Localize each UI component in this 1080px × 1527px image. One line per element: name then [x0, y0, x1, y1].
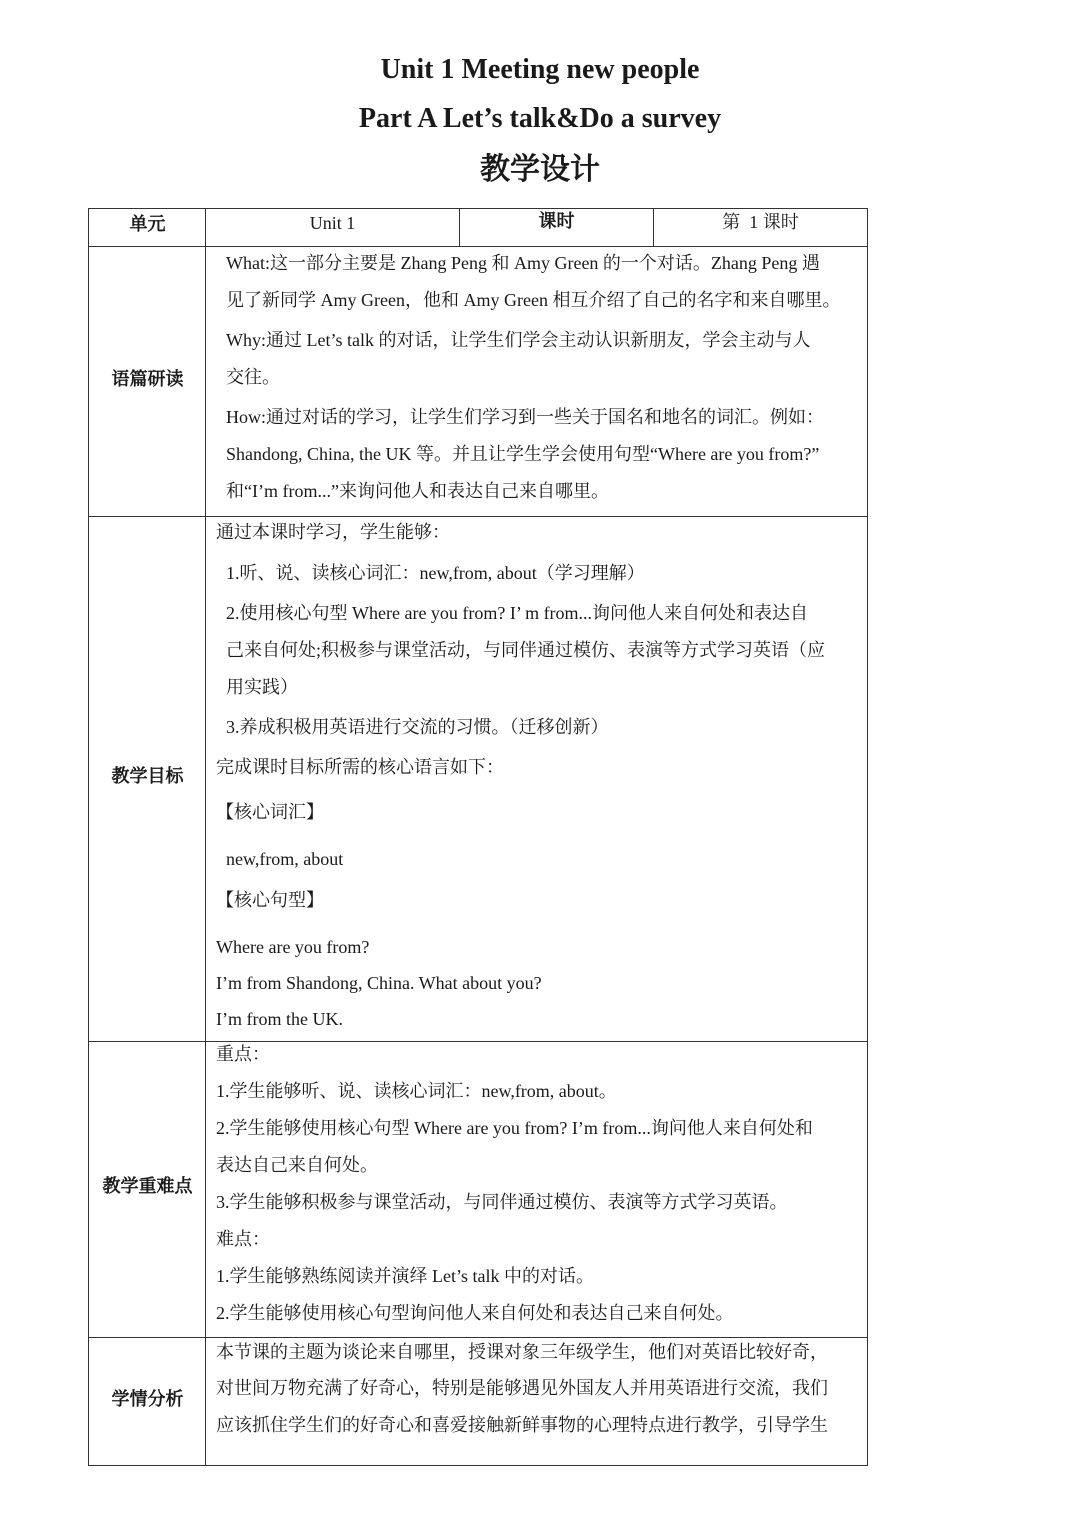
section-label-learner-analysis: 学情分析	[111, 1389, 184, 1410]
objectives-line: 3.养成积极用英语进行交流的习惯。（迁移创新）	[226, 717, 609, 737]
unit-label: 单元	[129, 214, 166, 235]
key-points-line: 1.学生能够听、说、读核心词汇：new,from, about。	[216, 1081, 617, 1101]
section-label-objectives: 教学目标	[111, 766, 184, 787]
section-label-text-study: 语篇研读	[111, 369, 184, 390]
objectives-line: I’m from the UK.	[216, 1009, 343, 1029]
objectives-line: new,from, about	[226, 849, 344, 869]
key-points-line: 2.学生能够使用核心句型询问他人来自何处和表达自己来自何处。	[216, 1303, 734, 1323]
table-border-right	[867, 208, 868, 1466]
learner-analysis-line: 应该抓住学生们的好奇心和喜爱接触新鲜事物的心理特点进行教学，引导学生	[216, 1415, 828, 1435]
period-value: 第 1 课时	[722, 212, 799, 232]
text-study-line: 见了新同学 Amy Green，他和 Amy Green 相互介绍了自己的名字和来自哪里。	[226, 290, 841, 310]
text-study-line: 和“I’m from...”来询问他人和表达自己来自哪里。	[226, 481, 609, 501]
document-title: Unit 1 Meeting new people	[380, 54, 700, 85]
objectives-line: Where are you from?	[216, 937, 370, 957]
learner-analysis-line: 对世间万物充满了好奇心，特别是能够遇见外国友人并用英语进行交流，我们	[216, 1378, 828, 1398]
key-points-line: 1.学生能够熟练阅读并演绎 Let’s talk 中的对话。	[216, 1266, 594, 1286]
objectives-line: 2.使用核心句型 Where are you from? I’ m from...询问他人来自何处和表达自	[226, 603, 809, 623]
key-points-line: 表达自己来自何处。	[216, 1155, 378, 1175]
key-points-line: 重点：	[216, 1044, 270, 1064]
objectives-line: I’m from Shandong, China. What about you?	[216, 973, 542, 993]
text-study-line: Shandong, China, the UK 等。并且让学生学会使用句型“Where are you from?”	[226, 444, 820, 464]
period-label: 课时	[538, 211, 575, 232]
text-study-line: How:通过对话的学习，让学生们学习到一些关于国名和地名的词汇。例如：	[226, 407, 824, 427]
unit-value: Unit 1	[309, 213, 356, 233]
key-points-line: 3.学生能够积极参与课堂活动，与同伴通过模仿、表演等方式学习英语。	[216, 1192, 788, 1212]
objectives-line: 【核心词汇】	[216, 802, 324, 822]
objectives-line: 己来自何处;积极参与课堂活动，与同伴通过模仿、表演等方式学习英语（应	[226, 640, 825, 660]
objectives-line: 完成课时目标所需的核心语言如下：	[216, 757, 504, 777]
learner-analysis-line: 本节课的主题为谈论来自哪里，授课对象三年级学生，他们对英语比较好奇，	[216, 1342, 828, 1362]
text-study-line: Why:通过 Let’s talk 的对话，让学生们学会主动认识新朋友，学会主动与人	[226, 330, 811, 350]
objectives-line: 【核心句型】	[216, 890, 324, 910]
document-heading: 教学设计	[480, 152, 600, 187]
section-label-key-points: 教学重难点	[102, 1176, 193, 1197]
objectives-line: 用实践）	[226, 677, 298, 697]
table-column-divider	[205, 208, 206, 1466]
key-points-line: 难点：	[216, 1229, 270, 1249]
objectives-line: 1.听、说、读核心词汇：new,from, about（学习理解）	[226, 563, 645, 583]
text-study-line: What:这一部分主要是 Zhang Peng 和 Amy Green 的一个对话。Zhang Peng 遇	[226, 253, 820, 273]
table-border-left	[88, 208, 89, 1466]
document-subtitle: Part A Let’s talk&Do a survey	[358, 103, 722, 134]
text-study-line: 交往。	[226, 367, 280, 387]
objectives-line: 通过本课时学习，学生能够：	[216, 522, 450, 542]
key-points-line: 2.学生能够使用核心句型 Where are you from? I’m from...询问他人来自何处和	[216, 1118, 813, 1138]
